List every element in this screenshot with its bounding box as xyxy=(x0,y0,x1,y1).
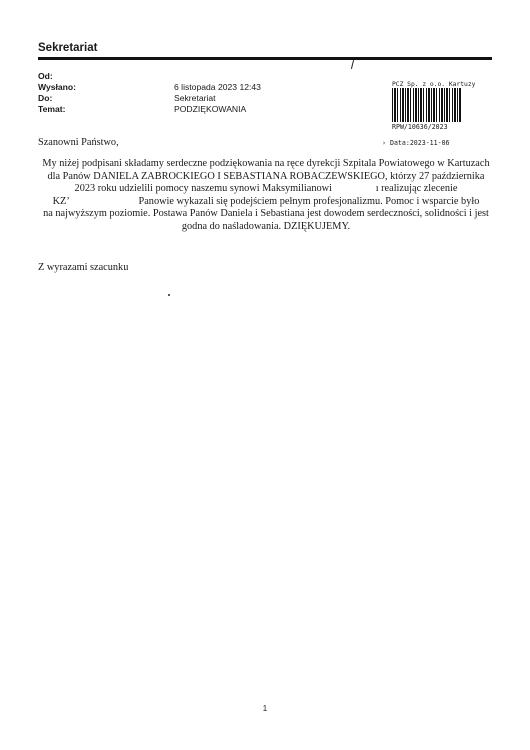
letter-line: My niżej podpisani składamy serdeczne podziękowania na ręce dyrekcji Szpitala Powiatowego w Kartuzach xyxy=(42,158,490,169)
pen-mark xyxy=(351,60,354,69)
ink-dot xyxy=(168,294,170,296)
stamp-date-row xyxy=(382,132,450,150)
meta-value: PODZIĘKOWANIA xyxy=(174,104,247,114)
closing: Z wyrazami szacunku xyxy=(38,262,129,273)
letter-line: KZ’ Panowie wykazali się podejściem pełnym profesjonalizmu. Pomoc i wsparcie było xyxy=(52,195,480,207)
meta-label: Do: xyxy=(38,93,53,103)
meta-value: 6 listopada 2023 12:43 xyxy=(174,82,261,92)
letter-line: 2023 roku udzielili pomocy naszemu synowi Maksymilianowi ı realizując zlecenie xyxy=(74,183,458,194)
stamp-registry-id: RPW/10636/2023 xyxy=(392,123,448,131)
meta-label: Wysłano: xyxy=(38,82,77,92)
page-number: 1 xyxy=(262,704,268,713)
letter-line: dla Panów DANIELA ZABROCKIEGO I SEBASTIANA ROBACZEWSKIEGO, którzy 27 października xyxy=(47,170,485,182)
salutation: Szanowni Państwo, xyxy=(38,137,119,148)
letter-line: godna do naśladowania. DZIĘKUJEMY. xyxy=(181,220,351,232)
meta-label: Od: xyxy=(38,71,53,81)
meta-label: Temat: xyxy=(38,104,66,114)
registry-stamp xyxy=(382,80,490,152)
letter-line: na najwyższym poziomie. Postawa Panów Daniela i Sebastiana jest dowodem serdeczności, solidności i jest xyxy=(43,208,489,219)
stamp-date: Data:2023-11-06 xyxy=(389,139,450,147)
stamp-institution: PCZ Sp. z o.o. Kartuzy xyxy=(392,81,476,88)
stamp-arrow-icon: › xyxy=(382,139,386,147)
letter-body xyxy=(38,158,494,233)
barcode xyxy=(392,88,462,122)
header-divider xyxy=(38,57,492,60)
meta-value: Sekretariat xyxy=(174,93,216,103)
header-title: Sekretariat xyxy=(38,42,98,54)
